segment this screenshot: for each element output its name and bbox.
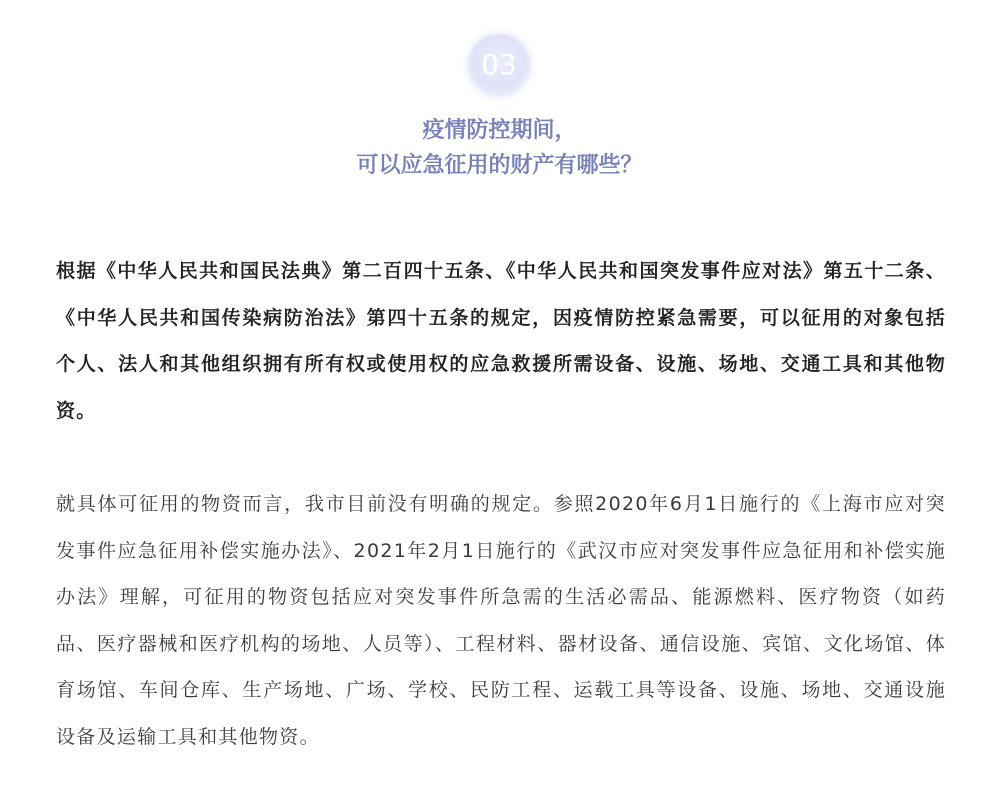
- legal-basis-paragraph: 根据《中华人民共和国民法典》第二百四十五条、《中华人民共和国突发事件应对法》第五十二条、《中华人民共和国传染病防治法》第四十五条的规定，因疫情防控紧急需要，可以征用的对象包括个人、法人和其他组织拥有所有权或使用权的应急救援所需设备、设施、场地、交通工具和其他物资。: [56, 260, 946, 422]
- section-number: 03: [481, 48, 517, 81]
- section-number-badge: [468, 34, 530, 96]
- section-title-line-1: 疫情防控期间，: [422, 118, 577, 143]
- specific-items-paragraph: 就具体可征用的物资而言，我市目前没有明确的规定。参照2020年6月1日施行的《上海市应对突发事件应急征用补偿实施办法》、2021年2月1日施行的《武汉市应对突发事件应急征用和补偿实施办法》理解，可征用的物资包括应对突发事件所急需的生活必需品、能源燃料、医疗物资（如药品、医疗器械和医疗机构的场地、人员等）、工程材料、器材设备、通信设施、宾馆、文化场馆、体育场馆、车间仓库、生产场地、广场、学校、民防工程、运载工具等设备、设施、场地、交通设施设备及运输工具和其他物资。: [56, 493, 946, 748]
- section-title-line-2: 可以应急征用的财产有哪些？: [356, 153, 643, 178]
